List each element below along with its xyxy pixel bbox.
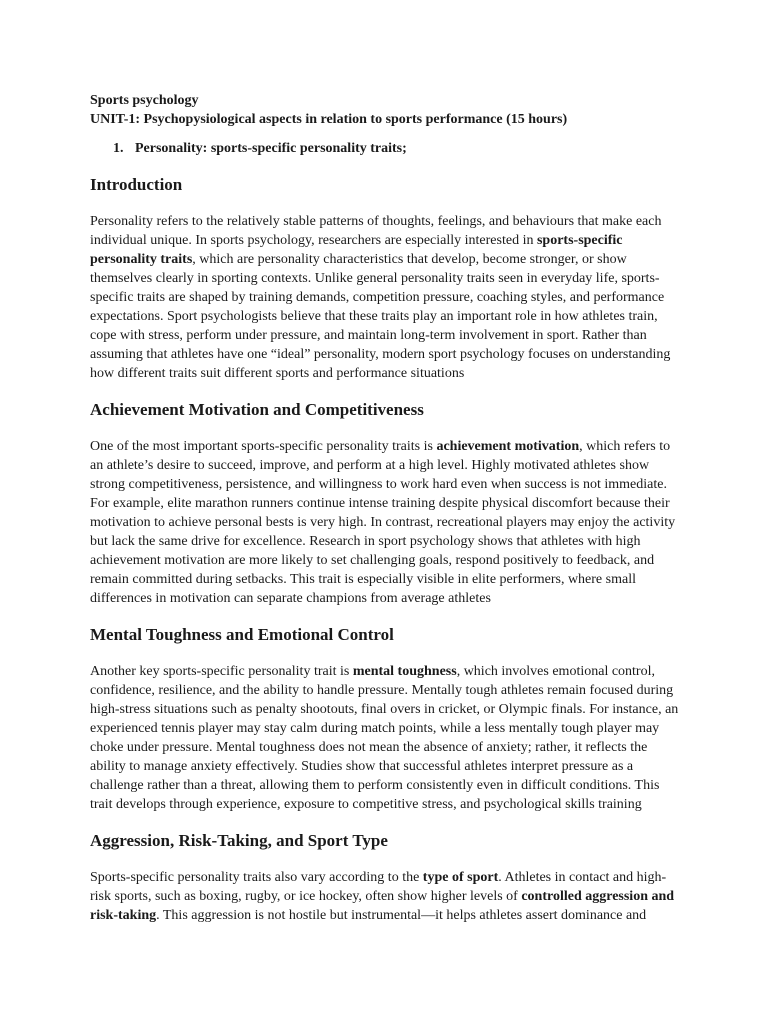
topic-number: 1. xyxy=(113,141,124,156)
course-title: Sports psychology xyxy=(90,93,199,108)
topic-list-item xyxy=(113,139,682,158)
bold-term: achievement motivation xyxy=(436,439,580,454)
bold-term: mental toughness xyxy=(352,664,457,679)
section-heading-aggression: Aggression, Risk-Taking, and Sport Type xyxy=(90,831,388,850)
paragraph-aggression: Sports-specific personality traits also vary according to the type of sport. Athletes in contact and high-risk sports, such as boxing, rugby, or ice hockey, often show higher levels of controlled aggression and risk-taking. This aggression is not hostile but instrumental—it helps athletes assert dominance and xyxy=(90,870,675,923)
unit-title: UNIT-1: Psychopysiological aspects in relation to sports performance (15 hours) xyxy=(90,112,568,127)
section-heading-introduction: Introduction xyxy=(90,175,183,194)
paragraph-introduction: Personality refers to the relatively stable patterns of thoughts, feelings, and behaviours that make each individual unique. In sports psychology, researchers are especially interested in sports-specific personality traits, which are personality characteristics that develop, become stronger, or show themselves clearly in sporting contexts. Unlike general personality traits seen in everyday life, sports-specific traits are shaped by training demands, competition pressure, coaching styles, and performance expectations. Sport psychologists believe that these traits play an important role in how athletes train, cope with stress, perform under pressure, and maintain long-term involvement in sport. Rather than assuming that athletes have one “ideal” personality, modern sport psychology focuses on understanding how different traits suit different sports and performance situations xyxy=(90,214,671,381)
bold-term: sports-specific personality traits xyxy=(90,233,623,267)
bold-term: controlled aggression and risk-taking xyxy=(90,889,675,923)
paragraph-toughness: Another key sports-specific personality trait is mental toughness, which involves emotional control, confidence, resilience, and the ability to handle pressure. Mentally tough athletes remain focused during high-stress situations such as penalty shootouts, final overs in cricket, or Olympic finals. For instance, an experienced tennis player may stay calm during match points, while a less mentally tough player may choke under pressure. Mental toughness does not mean the absence of anxiety; rather, it reflects the ability to manage anxiety effectively. Studies show that successful athletes interpret pressure as a challenge rather than a threat, allowing them to perform consistently even in difficult conditions. This trait develops through experience, exposure to competitive stress, and psychological skills training xyxy=(90,664,679,812)
section-heading-achievement: Achievement Motivation and Competitiveness xyxy=(90,400,424,419)
section-heading-toughness: Mental Toughness and Emotional Control xyxy=(90,625,394,644)
document-page xyxy=(90,91,682,925)
paragraph-achievement: One of the most important sports-specific personality traits is achievement motivation, which refers to an athlete’s desire to succeed, improve, and perform at a high level. Highly motivated athletes show strong competitiveness, persistence, and willingness to work hard even when success is not immediate. For example, elite marathon runners continue intense training despite physical discomfort because their motivation to achieve personal bests is very high. In contrast, recreational players may enjoy the activity but lack the same drive for excellence. Research in sport psychology shows that athletes with high achievement motivation are more likely to set challenging goals, respond positively to feedback, and remain committed during setbacks. This trait is especially visible in elite performers, where small differences in motivation can separate champions from average athletes xyxy=(90,439,676,606)
bold-term: type of sport xyxy=(422,870,499,885)
topic-title: Personality: sports-specific personality traits; xyxy=(135,141,407,156)
